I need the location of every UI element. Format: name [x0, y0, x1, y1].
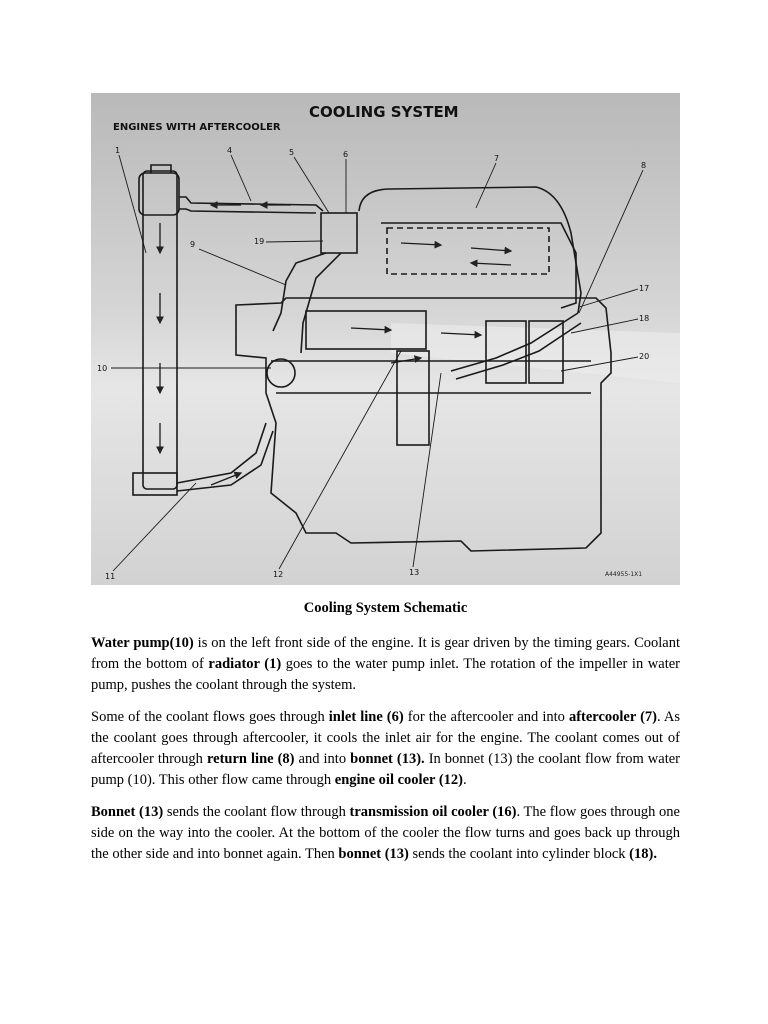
bold-term: radiator (1)	[208, 656, 282, 672]
text-run: sends the coolant flow through	[163, 804, 350, 820]
bold-term: Bonnet (13)	[91, 804, 164, 820]
callout-17: 17	[639, 284, 650, 293]
paragraph-aftercooler-flow	[91, 707, 680, 791]
paragraph-water-pump	[91, 633, 680, 696]
bold-term: (18).	[629, 846, 657, 862]
callout-20: 20	[639, 352, 650, 361]
callout-5: 5	[289, 148, 295, 157]
bold-term: transmission oil cooler (16)	[349, 804, 517, 820]
callout-8: 8	[641, 161, 647, 170]
diagram-svg	[91, 93, 680, 585]
text-run: . As the coolant goes through aftercooler, it cools the inlet air for the engine. The coolant comes out of aftercooler through	[91, 709, 680, 767]
callout-11: 11	[105, 572, 116, 581]
bold-term: engine oil cooler (12)	[334, 772, 463, 788]
bold-term: aftercooler (7)	[568, 709, 657, 725]
text-run: is on the left front side of the engine. It is gear driven by the timing gears. Coolant from the bottom of	[91, 635, 680, 672]
callout-12: 12	[273, 570, 284, 579]
bold-term: return line (8)	[206, 751, 295, 767]
callout-13: 13	[409, 568, 420, 577]
callout-19: 19	[254, 237, 265, 246]
callout-1: 1	[115, 146, 121, 155]
callout-10: 10	[97, 364, 108, 373]
text-run: for the aftercooler and into	[403, 709, 569, 725]
cooling-system-diagram-photo	[91, 93, 680, 585]
bold-term: bonnet (13).	[350, 751, 425, 767]
diagram-code: A44955-1X1	[605, 571, 643, 578]
text-run: . The flow goes through one side on the way into the cooler. At the bottom of the cooler the flow turns and goes back up through the other side and into bonnet again. Then	[91, 804, 680, 862]
text-run: In bonnet (13) the coolant flow from water pump (10). This other flow came through	[91, 751, 680, 788]
callout-7: 7	[494, 154, 500, 163]
text-run: .	[462, 772, 467, 788]
diagram-subtitle: ENGINES WITH AFTERCOOLER	[113, 122, 281, 133]
bold-term: bonnet (13)	[338, 846, 409, 862]
figure-caption: Cooling System Schematic	[303, 600, 468, 616]
bold-term: inlet line (6)	[328, 709, 404, 725]
callout-6: 6	[343, 150, 349, 159]
callout-9: 9	[190, 240, 196, 249]
text-run: sends the coolant into cylinder block	[408, 846, 630, 862]
callout-18: 18	[639, 314, 650, 323]
callout-4: 4	[227, 146, 233, 155]
text-run: goes to the water pump inlet. The rotation of the impeller in water pump, pushes the coolant through the system.	[91, 656, 680, 693]
paragraph-bonnet-flow	[91, 802, 680, 865]
bold-term: Water pump(10)	[91, 635, 194, 651]
text-run: and into	[294, 751, 351, 767]
diagram-title: COOLING SYSTEM	[309, 103, 459, 121]
text-run: Some of the coolant flows goes through	[91, 709, 329, 725]
